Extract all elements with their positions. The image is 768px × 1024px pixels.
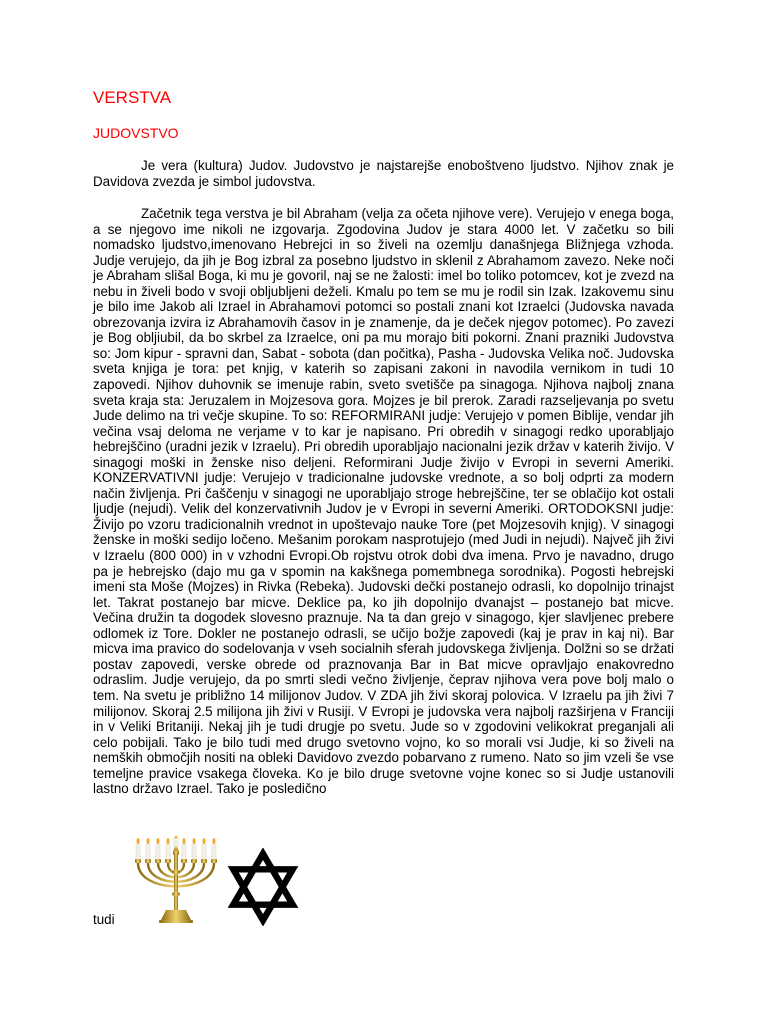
symbol-illustrations	[93, 836, 393, 936]
section-heading: JUDOVSTVO	[93, 125, 179, 141]
trailing-text: tudi	[93, 912, 115, 927]
star-of-david-icon	[227, 848, 299, 926]
menorah-icon	[133, 836, 219, 924]
document-title: VERSTVA	[93, 88, 172, 107]
intro-paragraph: Je vera (kultura) Judov. Judovstvo je najstarejše enoboštveno ljudstvo. Njihov znak je Davidova zvezda je simbol judovstva.	[93, 158, 674, 189]
body-paragraph: Začetnik tega verstva je bil Abraham (velja za očeta njihove vere). Verujejo v enega boga, a se njegovo ime nikoli ne izgovarja. Zgodovina Judov je stara 4000 let. V začetku so bili nomadsko ljudstvo,imenovano Hebrejci in so živeli na ozemlju današnjega Bližnjega vzhoda. Judje verujejo, da jih je Bog izbral za posebno ljudstvo in sklenil z Abrahamom zavezo. Neke noči je Abraham slišal Boga, ki mu je govoril, naj se ne žalosti: imel bo toliko potomcev, kot je zvezd na nebu in živeli bodo v svoji obljubljeni deželi. Kmalu po tem se mu je rodil sin Izak. Izakovemu sinu je bilo ime Jakob ali Izrael in Abrahamovi potomci so postali znani kot Izraelci (Judovska navada obrezovanja izvira iz Abrahamovih časov in je znamenje, da je deček njegov potomec). Po zavezi je Bog obljiubil, da bo skrbel za Izraelce, oni pa mu morajo biti pokorni. Znani prazniki Judovstva so: Jom kipur - spravni dan, Sabat - sobota (dan počitka), Pasha - Judovska Velika noč. Judovska sveta knjiga je tora: pet knjig, v katerih so zapisani zakoni in navodila vernikom in tudi 10 zapovedi. Njihov duhovnik se imenuje rabin, sveto svetišče pa sinagoga. Njihova najbolj znana sveta kraja sta: Jeruzalem in Mojzesova gora. Mojzes je bil prerok. Zaradi razseljevanja po svetu Jude delimo na tri večje skupine. To so: REFORMIRANI judje: Verujejo v pomen Biblije, vendar jih večina vsaj deloma ne verjame v to kar je napisano. Pri obredih v sinagogi redko uporabljajo hebrejščino (uradni jezik v Izraelu). Pri obredih uporabljajo nacionalni jezik držav v katerih živijo. V sinagogi moški in ženske niso deljeni. Reformirani Judje živijo v Evropi in severni Ameriki. KONZERVATIVNI judje: Verujejo v tradicionalne judovske vrednote, a so bolj odprti za modern način življenja. Pri čaščenju v sinagogi ne uporabljajo stroge hebrejščine, ter se oblačijo kot ostali ljudje (nejudi). Velik del konzervativnih Judov je v Evropi in severni Ameriki. ORTODOKSNI judje: Živijo po vzoru tradicionalnih vrednot in upoštevajo nauke Tore (pet Mojzesovih knjig). V sinagogi ženske in moški sedijo ločeno. Mešanim porokam nasprotujejo (med Judi in nejudi). Največ jih živi v Izraelu (800 000) in v vzhodni Evropi.Ob rojstvu otrok dobi dva imena. Prvo je navadno, drugo pa je hebrejsko (dajo mu ga v spomin na kakšnega pomembnega sorodnika). Pogosti hebrejski imeni sta Moše (Mojzes) in Rivka (Rebeka). Judovski dečki postanejo odrasli, ko dopolnijo trinajst let. Takrat postanejo bar micve. Deklice pa, ko jih dopolnijo dvanajst – postanejo bat micve. Večina družin ta dogodek slovesno praznuje. Na ta dan grejo v sinagogo, kjer slavljenec prebere odlomek iz Tore. Dokler ne postanejo odrasli, se učijo božje zapovedi (kaj je prav in kaj ni). Bar micva ima pravico do sodelovanja v vseh socialnih sferah judovskega življenja. Dolžni so se držati postav zapovedi, verske obrede od praznovanja Bar in Bat micve opravljajo enakovredno odraslim. Judje verujejo, da po smrti sledi večno življenje, čeprav njihova vera pove bolj malo o tem. Na svetu je približno 14 milijonov Judov. V ZDA jih živi skoraj polovica. V Izraelu pa jih živi 7 milijonov. Skoraj 2.5 milijona jih živi v Rusiji. V Evropi je judovska vera najbolj razširjena v Franciji in v Veliki Britaniji. Nekaj jih je tudi drugje po svetu. Jude so v zgodovini velikokrat preganjali ali celo pobijali. Tako je bilo tudi med drugo svetovno vojno, ko so morali vsi Judje, ki so živeli na nemških območjih nositi na obleki Davidovo zvezdo pobarvano z rumeno. Nato so jim vzeli še vse temeljne pravice vsakega človeka. Ko je bilo druge svetovne vojne konec so si Judje ustanovili lastno državo Izrael. Tako je posledično	[93, 206, 674, 797]
